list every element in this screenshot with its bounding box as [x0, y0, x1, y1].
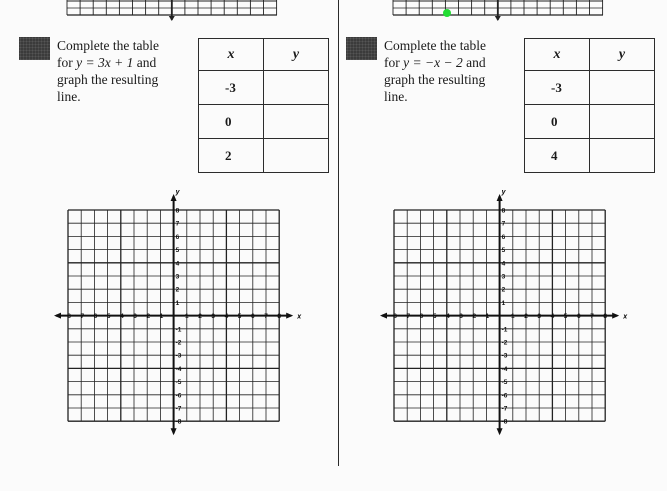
x-tick-label: -7: [78, 313, 85, 321]
x-tick-label: 5: [237, 313, 242, 321]
x-axis-label: x: [297, 313, 302, 321]
instruction-prefix: Complete the table for: [384, 38, 486, 70]
xy-table: [524, 38, 655, 173]
instruction-suffix: and graph the resulting line.: [57, 55, 159, 104]
x-tick-label: 3: [537, 313, 542, 321]
green-dot-marker: [443, 9, 451, 17]
x-tick-label: -4: [117, 313, 124, 321]
problem-left: [19, 37, 339, 167]
x-tick-label: 1: [184, 313, 189, 321]
y-tick-label: -3: [175, 352, 182, 360]
y-tick-label: -4: [501, 365, 508, 373]
x-value-cell: 0: [525, 105, 590, 139]
y-tick-label: -6: [501, 392, 508, 400]
y-tick-label: -1: [501, 326, 508, 334]
xy-table: [198, 38, 329, 173]
y-tick-label: 2: [175, 286, 180, 294]
instruction-text: [384, 37, 502, 105]
y-tick-label: 1: [501, 299, 506, 307]
x-tick-label: -1: [157, 313, 164, 321]
x-value-cell: 2: [199, 139, 264, 173]
x-axis-arrow-right: [612, 313, 619, 319]
y-tick-label: -3: [501, 352, 508, 360]
table-row: [525, 71, 655, 105]
y-answer-cell[interactable]: [590, 105, 655, 139]
x-tick-label: -6: [91, 313, 98, 321]
y-tick-label: 4: [501, 260, 506, 268]
table-row: [199, 71, 329, 105]
y-tick-label: 3: [175, 273, 180, 281]
x-value-cell: 4: [525, 139, 590, 173]
x-tick-label: 2: [524, 313, 528, 321]
x-tick-label: -2: [470, 313, 477, 321]
y-tick-label: 5: [501, 247, 506, 255]
x-tick-label: 5: [563, 313, 568, 321]
y-tick-label: -7: [501, 405, 508, 413]
y-tick-label: -5: [501, 379, 508, 387]
table-row: [199, 105, 329, 139]
x-tick-label: -8: [391, 313, 397, 321]
y-tick-label: 2: [501, 286, 506, 294]
instruction-text: [57, 37, 175, 105]
x-axis-arrow-left: [54, 313, 61, 319]
y-tick-label: -1: [175, 326, 182, 334]
table-row: [199, 139, 329, 173]
table-header-x: x: [199, 39, 264, 71]
x-tick-label: -6: [417, 313, 424, 321]
x-value-cell: -3: [525, 71, 590, 105]
y-tick-label: 7: [175, 220, 180, 228]
x-tick-label: 8: [277, 313, 282, 321]
y-answer-cell[interactable]: [264, 139, 329, 173]
table-header-y: y: [264, 39, 329, 71]
y-tick-label: 8: [501, 207, 506, 215]
instruction-suffix: and graph the resulting line.: [384, 55, 486, 104]
previous-grid-strip-left: [66, 0, 281, 20]
y-tick-label: 3: [501, 273, 506, 281]
y-tick-label: 6: [175, 233, 180, 241]
y-tick-label: -7: [175, 405, 182, 413]
y-tick-label: -5: [175, 379, 182, 387]
y-tick-label: 7: [501, 220, 506, 228]
x-tick-label: -8: [65, 313, 71, 321]
y-tick-label: -2: [175, 339, 182, 347]
y-tick-label: -8: [175, 418, 182, 426]
x-value-cell: 0: [199, 105, 264, 139]
equation-text: y = 3x + 1: [76, 55, 134, 70]
x-tick-label: -3: [457, 313, 463, 321]
x-tick-label: 1: [510, 313, 515, 321]
x-tick-label: -5: [430, 313, 437, 321]
x-tick-label: 4: [224, 313, 229, 321]
y-tick-label: 5: [175, 247, 180, 255]
table-header-y: y: [590, 39, 655, 71]
y-tick-label: -6: [175, 392, 182, 400]
y-answer-cell[interactable]: [264, 105, 329, 139]
y-tick-label: -4: [175, 365, 182, 373]
x-tick-label: -3: [131, 313, 137, 321]
x-tick-label: 8: [603, 313, 608, 321]
x-tick-label: 6: [576, 313, 581, 321]
y-axis-label: y: [501, 189, 506, 196]
coordinate-grid-left[interactable]: [50, 186, 300, 442]
x-tick-label: -5: [104, 313, 111, 321]
equation-text: y = −x − 2: [403, 55, 463, 70]
y-axis-arrow-down: [171, 428, 177, 435]
x-tick-label: -1: [483, 313, 490, 321]
x-tick-label: 7: [264, 313, 268, 321]
y-tick-label: 1: [175, 299, 180, 307]
table-row: [525, 105, 655, 139]
x-tick-label: -7: [404, 313, 411, 321]
x-value-cell: -3: [199, 71, 264, 105]
y-tick-label: -2: [501, 339, 508, 347]
x-tick-label: 3: [211, 313, 216, 321]
y-tick-label: 8: [175, 207, 180, 215]
y-answer-cell[interactable]: [590, 139, 655, 173]
x-tick-label: 4: [550, 313, 555, 321]
problem-marker-box: [19, 37, 50, 60]
x-tick-label: -4: [443, 313, 450, 321]
coordinate-grid-right[interactable]: [376, 186, 626, 442]
y-tick-label: 6: [501, 233, 506, 241]
y-answer-cell[interactable]: [590, 71, 655, 105]
y-tick-label: -8: [501, 418, 508, 426]
previous-grid-strip-right: [392, 0, 607, 20]
instruction-prefix: Complete the table for: [57, 38, 159, 70]
x-tick-label: 7: [590, 313, 594, 321]
problem-marker-box: [346, 37, 377, 60]
y-axis-label: y: [175, 189, 180, 196]
x-tick-label: 2: [198, 313, 202, 321]
y-answer-cell[interactable]: [264, 71, 329, 105]
x-axis-arrow-right: [286, 313, 293, 319]
y-tick-label: 4: [175, 260, 180, 268]
problem-right: [346, 37, 666, 167]
x-axis-label: x: [623, 313, 628, 321]
table-header-x: x: [525, 39, 590, 71]
x-tick-label: 6: [250, 313, 255, 321]
x-tick-label: -2: [144, 313, 151, 321]
x-axis-arrow-left: [380, 313, 387, 319]
table-row: [525, 139, 655, 173]
y-axis-arrow-down: [497, 428, 503, 435]
